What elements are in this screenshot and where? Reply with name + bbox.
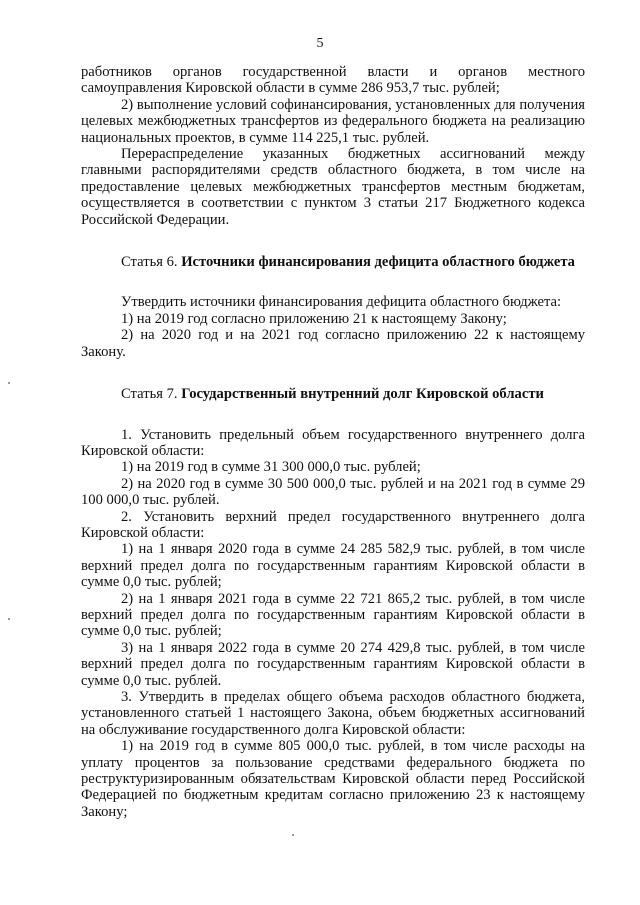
document-body — [81, 64, 585, 820]
scan-speck — [8, 618, 10, 620]
article-7-paragraph: 1) на 2019 год в сумме 805 000,0 тыс. рублей, в том числе расходы на уплату процентов за пользование средствами федерального бюджета по реструктуризированным обязательствам Кировской области перед Российской Федерацией по бюджетным кредитам согласно приложению 23 к настоящему Закону; — [81, 738, 585, 820]
article-7-paragraph: 1) на 1 января 2020 года в сумме 24 285 582,9 тыс. рублей, в том числе верхний предел долга по государственным гарантиям Кировской области в сумме 0,0 тыс. рублей; — [81, 541, 585, 591]
article-7-paragraph: 3) на 1 января 2022 года в сумме 20 274 429,8 тыс. рублей, в том числе верхний предел долга по государственным гарантиям Кировской области в сумме 0,0 тыс. рублей. — [81, 639, 585, 689]
article-6-label: Статья 6. — [121, 254, 178, 271]
article-7-paragraph: 3. Утвердить в пределах общего объема расходов областного бюджета, установленного статьей 1 настоящего Закона, объем бюджетных ассигнований на обслуживание государственного долга Кировской области: — [81, 689, 585, 738]
article-7-paragraph: 1. Установить предельный объем государственного внутреннего долга Кировской области: — [81, 426, 585, 459]
article-6-paragraph: 2) на 2020 год и на 2021 год согласно приложению 22 к настоящему Закону. — [81, 327, 585, 360]
spacer — [81, 403, 585, 427]
scan-speck — [8, 382, 10, 384]
spacer — [81, 270, 585, 294]
paragraph-item-2: 2) выполнение условий софинансирования, установленных для получения целевых межбюджетных трансфертов из федерального бюджета на реализацию национальных проектов, в сумме 114 225,1 тыс. рублей. — [81, 96, 585, 146]
article-7-heading — [81, 386, 585, 402]
article-6-heading — [81, 254, 585, 270]
article-6-title: Источники финансирования дефицита областного бюджета — [181, 254, 575, 271]
article-7-paragraph: 1) на 2019 год в сумме 31 300 000,0 тыс. рублей; — [121, 459, 421, 476]
article-6-paragraph: 1) на 2019 год согласно приложению 21 к настоящему Закону; — [121, 310, 507, 327]
article-7-label: Статья 7. — [121, 386, 178, 403]
paragraph-continuation: работников органов государственной власти и органов местного самоуправления Кировской области в сумме 286 953,7 тыс. рублей; — [81, 64, 585, 97]
article-6-paragraph: Утвердить источники финансирования дефицита областного бюджета: — [121, 294, 562, 311]
spacer — [81, 228, 585, 254]
scan-speck — [292, 834, 294, 836]
page-number: 5 — [316, 36, 324, 51]
spacer — [81, 360, 585, 386]
article-7-title: Государственный внутренний долг Кировской области — [181, 386, 544, 403]
article-7-paragraph: 2) на 2020 год в сумме 30 500 000,0 тыс. рублей и на 2021 год в сумме 29 100 000,0 тыс. рублей. — [81, 475, 585, 509]
paragraph-redistribution: Перераспределение указанных бюджетных ассигнований между главными распорядителями средств областного бюджета, в том числе на предоставление целевых межбюджетных трансфертов местным бюджетам, осуществляется в соответствии с пунктом 3 статьи 217 Бюджетного кодекса Российской Федерации. — [81, 146, 585, 228]
article-7-paragraph: 2. Установить верхний предел государственного внутреннего долга Кировской области: — [81, 508, 585, 541]
article-7-paragraph: 2) на 1 января 2021 года в сумме 22 721 865,2 тыс. рублей, в том числе верхний предел долга по государственным гарантиям Кировской области в сумме 0,0 тыс. рублей; — [81, 590, 585, 640]
